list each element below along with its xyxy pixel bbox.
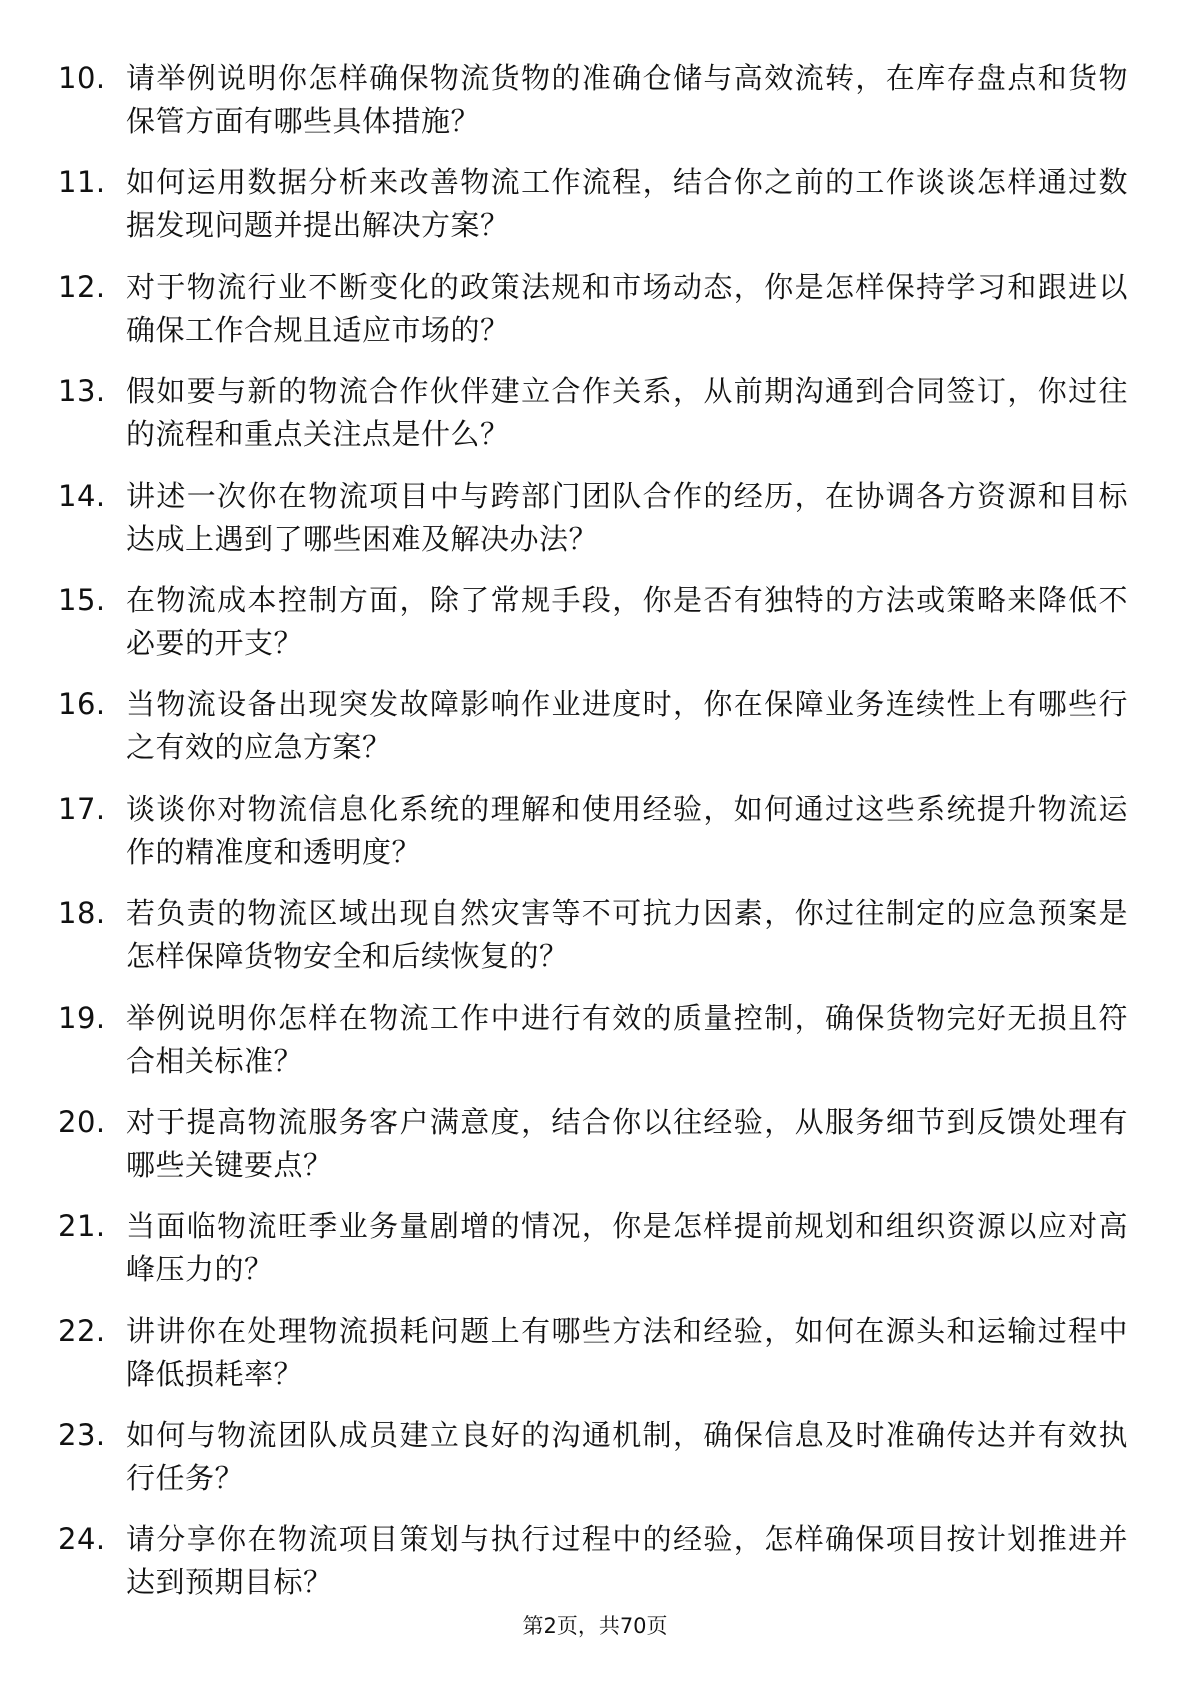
question-item (58, 475, 1128, 579)
question-item (58, 1414, 1128, 1518)
question-item (58, 370, 1128, 474)
question-number: 16. (58, 687, 106, 722)
question-item (58, 57, 1128, 161)
question-text: 请分享你在物流项目策划与执行过程中的经验，怎样确保项目按计划推进并达到预期目标？ (126, 1522, 1128, 1600)
question-item (58, 266, 1128, 370)
question-number: 11. (58, 165, 106, 200)
question-number: 13. (58, 374, 106, 409)
question-number: 20. (58, 1104, 106, 1139)
question-text: 假如要与新的物流合作伙伴建立合作关系，从前期沟通到合同签订，你过往的流程和重点关注点是什么？ (126, 374, 1128, 452)
question-number: 21. (58, 1209, 106, 1244)
question-text: 讲讲你在处理物流损耗问题上有哪些方法和经验，如何在源头和运输过程中降低损耗率？ (126, 1313, 1128, 1391)
question-number: 17. (58, 791, 106, 826)
question-text: 讲述一次你在物流项目中与跨部门团队合作的经历，在协调各方资源和目标达成上遇到了哪些困难及解决办法？ (126, 478, 1128, 556)
question-item (58, 161, 1128, 265)
question-item (58, 1205, 1128, 1309)
question-item (58, 1101, 1128, 1205)
question-text: 谈谈你对物流信息化系统的理解和使用经验，如何通过这些系统提升物流运作的精准度和透明度？ (126, 791, 1128, 869)
question-number: 22. (58, 1313, 106, 1348)
question-number: 19. (58, 1000, 106, 1035)
question-number: 14. (58, 478, 106, 513)
question-text: 当物流设备出现突发故障影响作业进度时，你在保障业务连续性上有哪些行之有效的应急方案？ (126, 687, 1128, 765)
question-text: 对于提高物流服务客户满意度，结合你以往经验，从服务细节到反馈处理有哪些关键要点？ (126, 1104, 1128, 1182)
question-text: 若负责的物流区域出现自然灾害等不可抗力因素，你过往制定的应急预案是怎样保障货物安全和后续恢复的？ (126, 896, 1128, 974)
question-text: 举例说明你怎样在物流工作中进行有效的质量控制，确保货物完好无损且符合相关标准？ (126, 1000, 1128, 1078)
question-text: 请举例说明你怎样确保物流货物的准确仓储与高效流转，在库存盘点和货物保管方面有哪些具体措施？ (126, 61, 1128, 138)
question-number: 12. (58, 269, 106, 304)
question-list (58, 57, 1128, 1623)
question-text: 在物流成本控制方面，除了常规手段，你是否有独特的方法或策略来降低不必要的开支？ (126, 582, 1128, 660)
question-number: 23. (58, 1418, 106, 1453)
question-item (58, 788, 1128, 892)
question-number: 15. (58, 582, 106, 617)
question-item (58, 997, 1128, 1101)
question-item (58, 1310, 1128, 1414)
question-item (58, 579, 1128, 683)
question-item (58, 1518, 1128, 1622)
question-text: 如何与物流团队成员建立良好的沟通机制，确保信息及时准确传达并有效执行任务？ (126, 1418, 1128, 1496)
question-number: 24. (58, 1522, 106, 1557)
question-item (58, 683, 1128, 787)
page-footer (0, 1611, 1190, 1641)
page-number-label: 第2页，共70页 (522, 1614, 668, 1638)
question-number: 10. (58, 61, 106, 95)
question-number: 18. (58, 896, 106, 931)
question-item (58, 892, 1128, 996)
question-text: 当面临物流旺季业务量剧增的情况，你是怎样提前规划和组织资源以应对高峰压力的？ (126, 1209, 1128, 1287)
question-text: 如何运用数据分析来改善物流工作流程，结合你之前的工作谈谈怎样通过数据发现问题并提出解决方案？ (126, 165, 1128, 243)
question-text: 对于物流行业不断变化的政策法规和市场动态，你是怎样保持学习和跟进以确保工作合规且适应市场的？ (126, 269, 1128, 347)
